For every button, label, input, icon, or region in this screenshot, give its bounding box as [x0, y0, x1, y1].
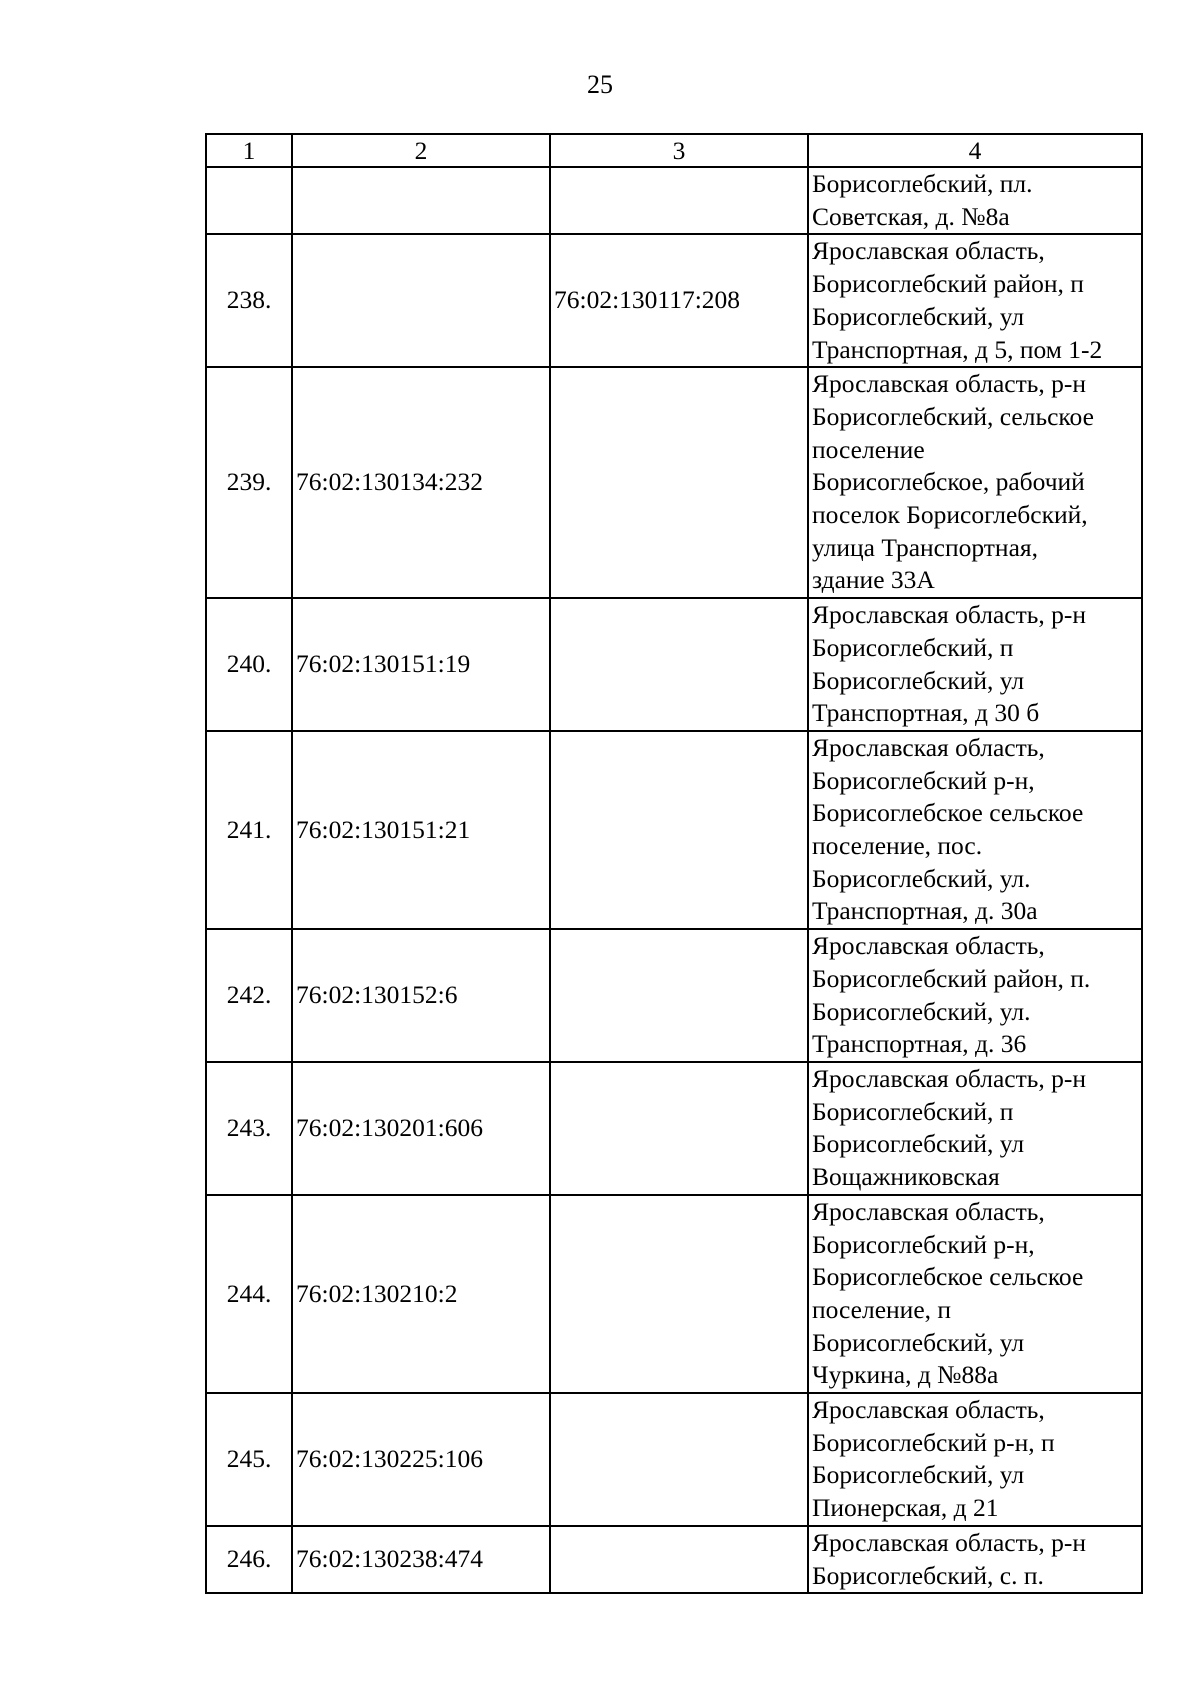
cadastral-number-col2: 76:02:130225:106: [292, 1393, 550, 1526]
cadastral-number-col3: [550, 1195, 808, 1393]
header-col-3: 3: [550, 134, 808, 167]
cadastral-number-col2: 76:02:130151:19: [292, 598, 550, 731]
address-line: Борисоглебский р-н,: [812, 1229, 1035, 1259]
row-number: 241.: [206, 731, 292, 929]
address-line: Ярославская область,: [812, 1196, 1045, 1226]
address-line: Борисоглебский, ул.: [812, 996, 1031, 1026]
address-line: Пионерская, д 21: [812, 1493, 999, 1523]
address-line: Борисоглебское сельское: [812, 1262, 1084, 1292]
cadastral-number-col2: 76:02:130201:606: [292, 1062, 550, 1195]
address-line: Транспортная, д 30 б: [812, 698, 1040, 728]
address-line: Борисоглебский, ул.: [812, 863, 1031, 893]
address-line: Ярославская область, р-н: [812, 369, 1087, 399]
address-cell: [808, 929, 1142, 1062]
address-line: поселение: [812, 434, 925, 464]
row-number: 239.: [206, 367, 292, 598]
address-cell: [808, 1526, 1142, 1593]
address-line: Борисоглебское, рабочий: [812, 467, 1085, 497]
table-row: [206, 929, 1142, 1062]
cadastral-number-col3: [550, 598, 808, 731]
row-number: 244.: [206, 1195, 292, 1393]
cadastral-number-col3: [550, 1526, 808, 1593]
header-row: [206, 134, 1142, 167]
address-line: Транспортная, д. 30а: [812, 896, 1038, 926]
table-row: [206, 167, 1142, 234]
header-col-4: 4: [808, 134, 1142, 167]
cadastral-number-col2: 76:02:130152:6: [292, 929, 550, 1062]
address-line: Борисоглебский, ул: [812, 1129, 1025, 1159]
table-row: [206, 1393, 1142, 1526]
row-number: 246.: [206, 1526, 292, 1593]
address-line: Ярославская область,: [812, 1395, 1045, 1425]
cadastral-number-col3: [550, 1062, 808, 1195]
address-line: Борисоглебский, п: [812, 1096, 1014, 1126]
header-col-2: 2: [292, 134, 550, 167]
address-line: Борисоглебский, ул: [812, 665, 1025, 695]
row-number: 243.: [206, 1062, 292, 1195]
address-line: поселок Борисоглебский,: [812, 500, 1088, 530]
table-body: [206, 167, 1142, 1593]
address-line: Вощажниковская: [812, 1162, 1000, 1192]
cadastral-number-col3: [550, 929, 808, 1062]
registry-table: [205, 133, 1143, 1594]
address-line: поселение, п: [812, 1294, 952, 1324]
address-line: здание 33А: [812, 565, 935, 595]
address-cell: [808, 367, 1142, 598]
address-line: Советская, д. №8а: [812, 201, 1010, 231]
address-line: Борисоглебский, пл.: [812, 169, 1033, 198]
address-line: Ярославская область,: [812, 931, 1045, 961]
address-line: Борисоглебский, ул: [812, 301, 1025, 331]
cadastral-number-col3: [550, 731, 808, 929]
address-line: Борисоглебский, п: [812, 632, 1014, 662]
address-cell: [808, 1062, 1142, 1195]
table-row: [206, 731, 1142, 929]
address-line: Борисоглебский район, п: [812, 269, 1084, 299]
cadastral-number-col2: 76:02:130151:21: [292, 731, 550, 929]
address-line: Борисоглебский, ул: [812, 1460, 1025, 1490]
cadastral-number-col3: [550, 167, 808, 234]
row-number: 242.: [206, 929, 292, 1062]
address-line: Транспортная, д. 36: [812, 1029, 1027, 1059]
address-cell: [808, 731, 1142, 929]
page-number: 25: [587, 70, 613, 99]
address-line: Транспортная, д 5, пом 1-2: [812, 334, 1103, 364]
address-line: Чуркина, д №88а: [812, 1360, 999, 1390]
cadastral-number-col2: 76:02:130210:2: [292, 1195, 550, 1393]
address-cell: [808, 1195, 1142, 1393]
table-row: [206, 234, 1142, 367]
address-cell: [808, 167, 1142, 234]
cadastral-number-col2: [292, 167, 550, 234]
table-row: [206, 598, 1142, 731]
address-line: Борисоглебский, сельское: [812, 401, 1094, 431]
cadastral-number-col2: [292, 234, 550, 367]
cadastral-number-col3: [550, 367, 808, 598]
address-line: Борисоглебский, ул: [812, 1327, 1025, 1357]
address-line: Ярославская область, р-н: [812, 600, 1087, 630]
table-header: [206, 134, 1142, 167]
address-line: Ярославская область,: [812, 236, 1045, 266]
table-row: [206, 1195, 1142, 1393]
cadastral-number-col2: 76:02:130134:232: [292, 367, 550, 598]
address-line: Борисоглебское сельское: [812, 798, 1084, 828]
cadastral-number-col2: 76:02:130238:474: [292, 1526, 550, 1593]
row-number: 240.: [206, 598, 292, 731]
address-line: Борисоглебский район, п.: [812, 963, 1091, 993]
address-line: Борисоглебский, с. п.: [812, 1560, 1044, 1590]
row-number: 238.: [206, 234, 292, 367]
address-line: Ярославская область, р-н: [812, 1527, 1087, 1557]
cadastral-number-col3: 76:02:130117:208: [550, 234, 808, 367]
row-number: 245.: [206, 1393, 292, 1526]
address-line: Борисоглебский р-н, п: [812, 1427, 1055, 1457]
address-line: Борисоглебский р-н,: [812, 765, 1035, 795]
address-line: Ярославская область, р-н: [812, 1063, 1087, 1093]
row-number: [206, 167, 292, 234]
cadastral-number-col3: [550, 1393, 808, 1526]
table-row: [206, 1062, 1142, 1195]
table-row: [206, 367, 1142, 598]
header-col-1: 1: [206, 134, 292, 167]
address-line: поселение, пос.: [812, 831, 983, 861]
table-row: [206, 1526, 1142, 1593]
address-line: улица Транспортная,: [812, 532, 1039, 562]
address-line: Ярославская область,: [812, 732, 1045, 762]
address-cell: [808, 234, 1142, 367]
address-cell: [808, 1393, 1142, 1526]
address-cell: [808, 598, 1142, 731]
